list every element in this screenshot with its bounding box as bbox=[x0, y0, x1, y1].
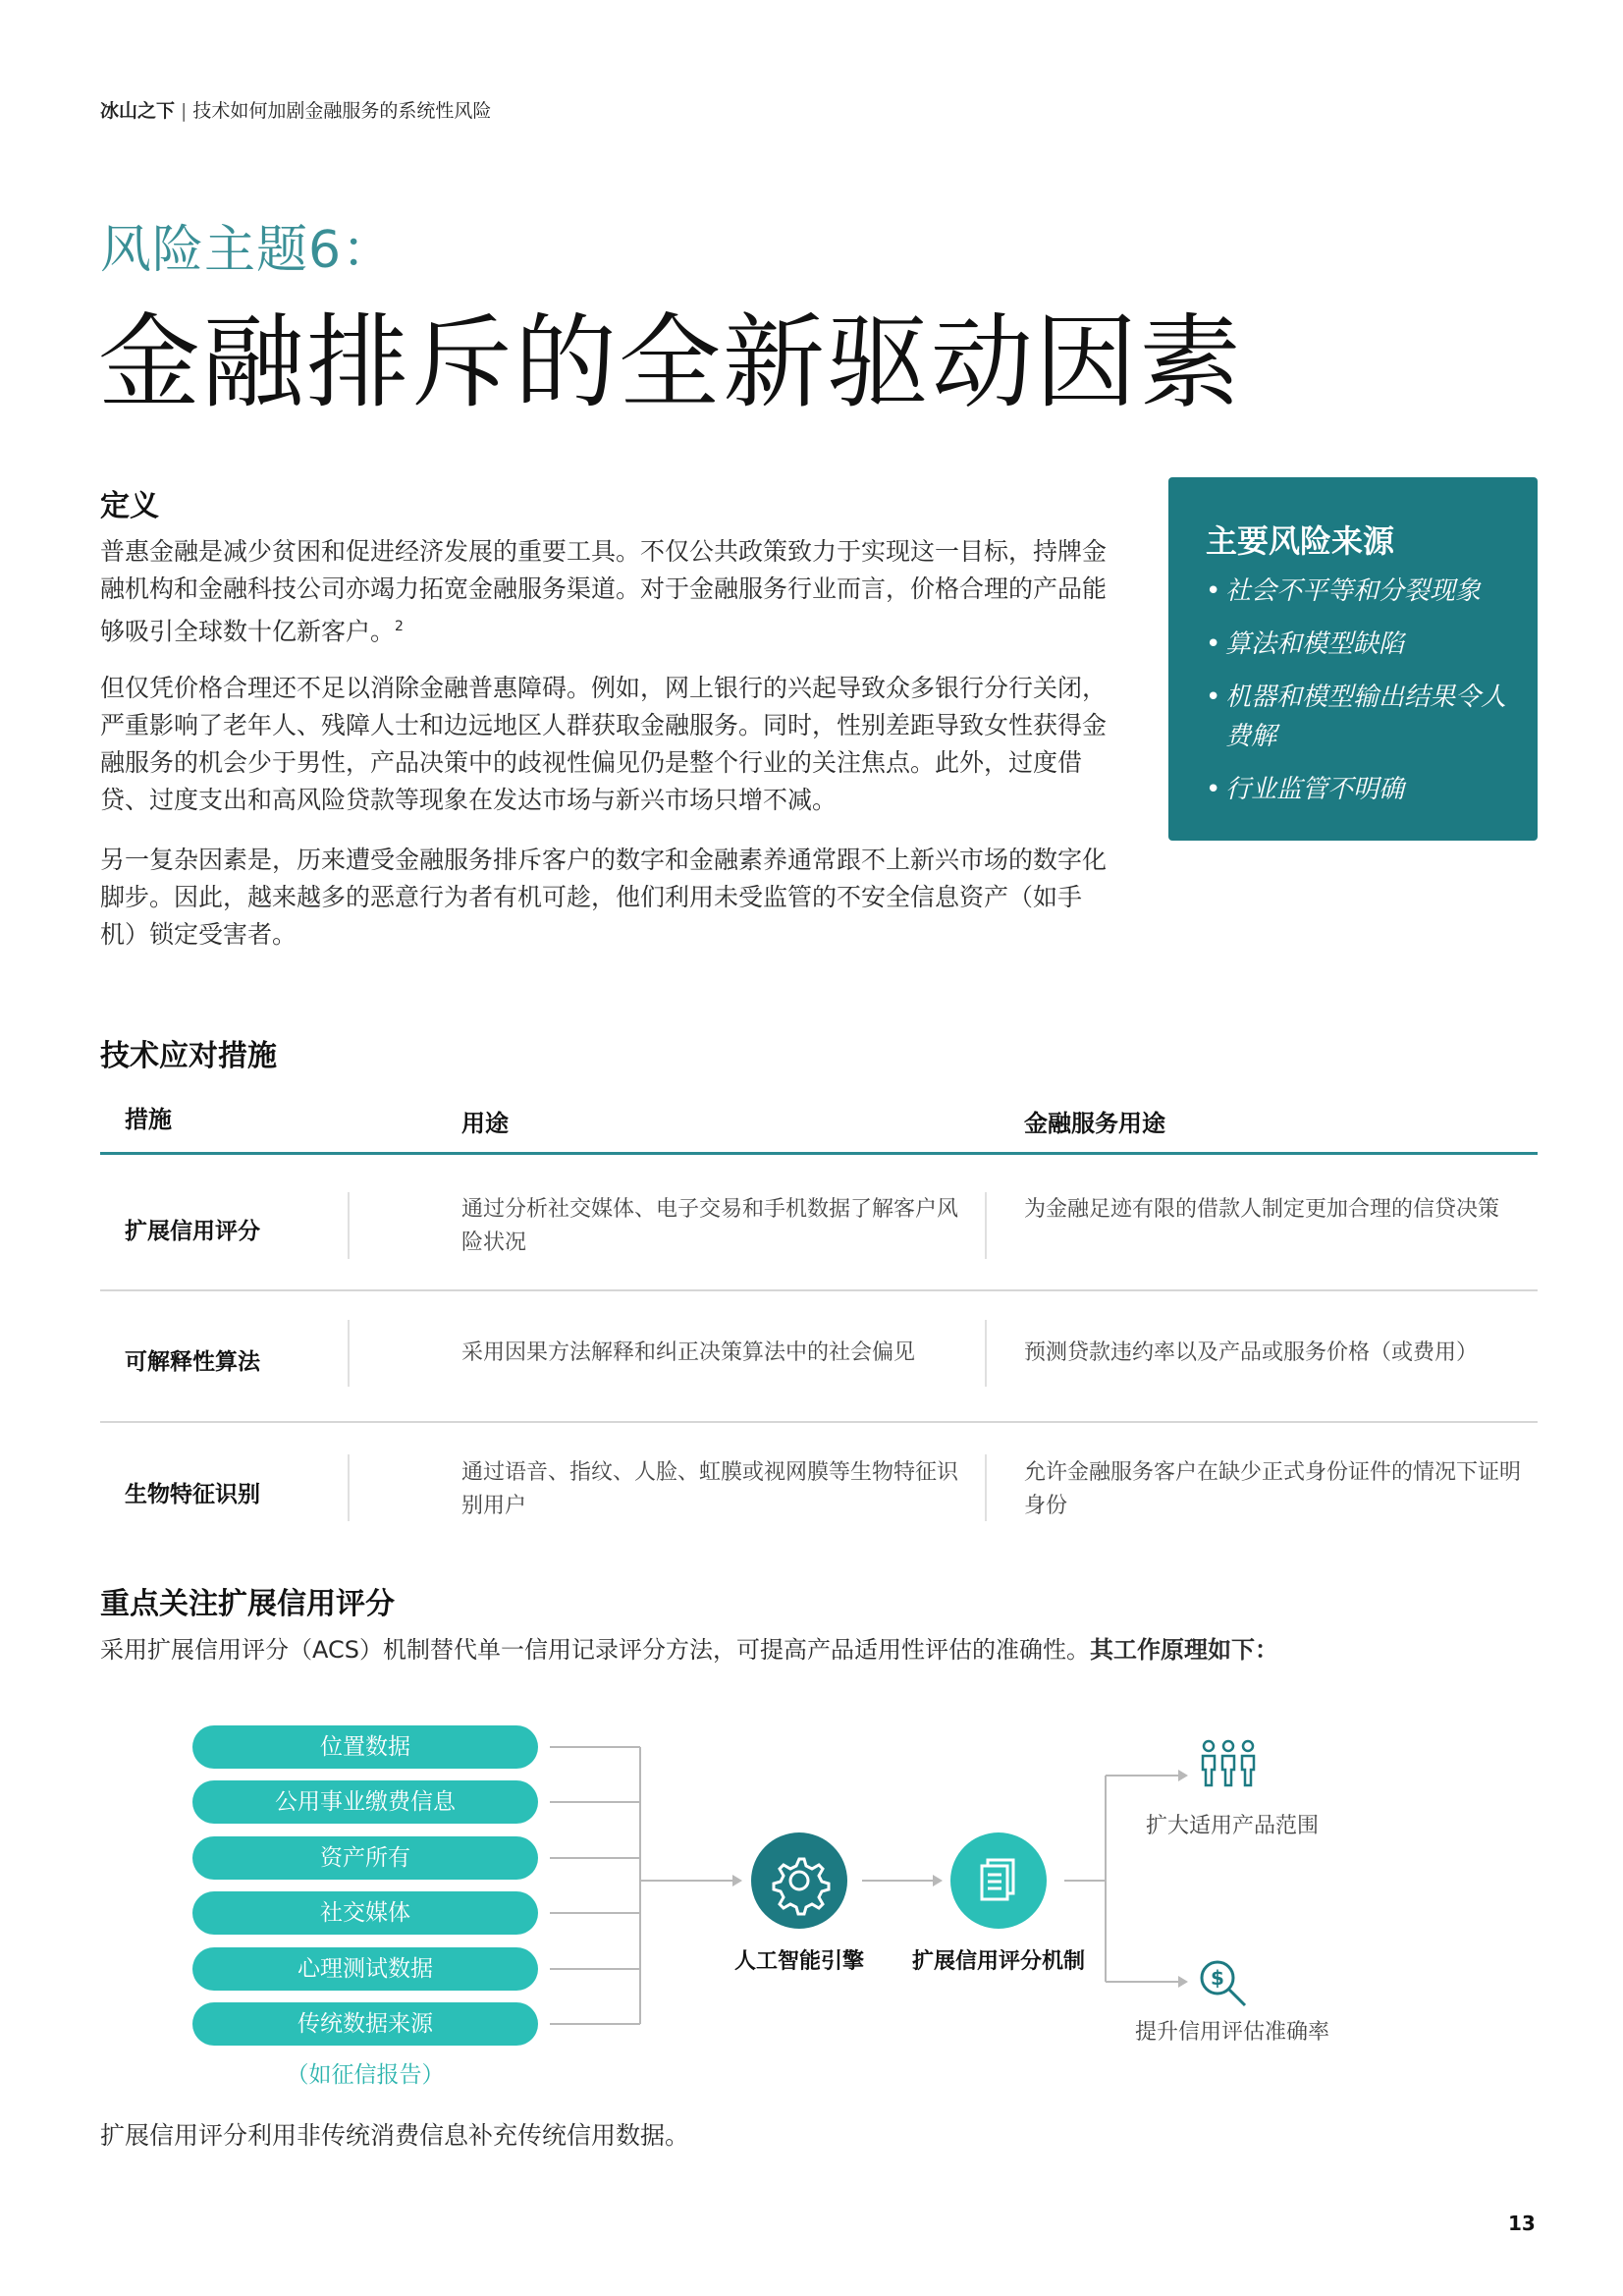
table-row-measure: 可解释性算法 bbox=[125, 1349, 260, 1375]
acs-heading: 重点关注扩展信用评分 bbox=[100, 1587, 395, 1621]
table-row-fs-use: 预测贷款违约率以及产品或服务价格（或费用） bbox=[1024, 1340, 1479, 1365]
input-pill: 传统数据来源 bbox=[192, 2002, 538, 2046]
input-pill: 位置数据 bbox=[192, 1725, 538, 1769]
table-row-measure: 扩展信用评分 bbox=[125, 1219, 260, 1244]
footnote-ref: 2 bbox=[395, 619, 404, 634]
acs-footer: 扩展信用评分利用非传统消费信息补充传统信用数据。 bbox=[100, 2121, 690, 2150]
table-row-use: 采用因果方法解释和纠正决策算法中的社会偏见 bbox=[461, 1340, 916, 1365]
risk-item: • 社会不平等和分裂现象 bbox=[1206, 572, 1520, 611]
definition-p1-text: 普惠金融是减少贫困和促进经济发展的重要工具。不仅公共政策致力于实现这一目标，持牌金融机构和金融科技公司亦竭力拓宽金融服务渠道。对于金融服务行业而言，价格合理的产品能够吸引全球数十亿新客户。 bbox=[100, 537, 1108, 646]
breadcrumb-separator: | bbox=[181, 100, 188, 122]
section-kicker: 风险主题6： bbox=[100, 221, 395, 280]
documents-icon bbox=[950, 1832, 1047, 1929]
definition-paragraph-2: 但仅凭价格合理还不足以消除金融普惠障碍。例如，网上银行的兴起导致众多银行分行关闭，严重影响了老年人、残障人士和边远地区人群获取金融服务。同时，性别差距导致女性获得金融服务的机会少于男性，产品决策中的歧视性偏见仍是整个行业的关注焦点。此外，过度借贷、过度支出和高风险贷款等现象在发达市场与新兴市场只增不减。 bbox=[100, 674, 1108, 814]
column-header-measure: 措施 bbox=[125, 1106, 172, 1133]
table-row-measure: 生物特征识别 bbox=[125, 1482, 260, 1507]
page-number: 13 bbox=[1508, 2212, 1536, 2235]
table-row-fs-use: 为金融足迹有限的借款人制定更加合理的信贷决策 bbox=[1024, 1197, 1500, 1222]
risk-item: • 算法和模型缺陷 bbox=[1206, 625, 1520, 664]
input-note: （如征信报告） bbox=[286, 2062, 445, 2088]
risk-item: • 行业监管不明确 bbox=[1206, 770, 1520, 809]
output-label: 扩大适用产品范围 bbox=[1145, 1814, 1319, 1838]
input-pill: 社交媒体 bbox=[192, 1891, 538, 1935]
risk-box-title: 主要风险来源 bbox=[1206, 522, 1395, 560]
ai-engine-node bbox=[751, 1832, 847, 1929]
people-icon bbox=[1198, 1736, 1259, 1795]
risk-item: • 机器和模型输出结果令人费解 bbox=[1206, 678, 1520, 756]
definition-heading: 定义 bbox=[100, 489, 159, 523]
column-header-fs-use: 金融服务用途 bbox=[1024, 1110, 1165, 1137]
acs-mechanism-label: 扩展信用评分机制 bbox=[911, 1949, 1085, 1974]
column-header-use: 用途 bbox=[461, 1110, 509, 1137]
input-pill: 心理测试数据 bbox=[192, 1947, 538, 1991]
output-label: 提升信用评估准确率 bbox=[1134, 2020, 1329, 2045]
page-title: 金融排斥的全新驱动因素 bbox=[98, 302, 1244, 422]
dollar-search-icon bbox=[1192, 1952, 1257, 2017]
breadcrumb-subtitle: 技术如何加剧金融服务的系统性风险 bbox=[192, 100, 492, 122]
input-pill: 公用事业缴费信息 bbox=[192, 1780, 538, 1824]
acs-intro-text: 采用扩展信用评分（ACS）机制替代单一信用记录评分方法，可提高产品适用性评估的准确性。 bbox=[100, 1636, 1090, 1664]
definition-paragraph-3: 另一复杂因素是，历来遭受金融服务排斥客户的数字和金融素养通常跟不上新兴市场的数字化脚步。因此，越来越多的恶意行为者有机可趁，他们利用未受监管的不安全信息资产（如手机）锁定受害者。 bbox=[100, 846, 1108, 949]
input-pill: 资产所有 bbox=[192, 1836, 538, 1880]
ai-engine-label: 人工智能引擎 bbox=[733, 1949, 864, 1974]
table-row-fs-use: 允许金融服务客户在缺少正式身份证件的情况下证明身份 bbox=[1024, 1460, 1522, 1518]
gear-icon bbox=[751, 1832, 847, 1929]
table-row-use: 通过语音、指纹、人脸、虹膜或视网膜等生物特征识别用户 bbox=[461, 1460, 959, 1518]
acs-mechanism-node bbox=[950, 1832, 1047, 1929]
measures-heading: 技术应对措施 bbox=[100, 1039, 277, 1073]
acs-intro-bold: 其工作原理如下： bbox=[1090, 1636, 1278, 1664]
svg-text:$: $ bbox=[1211, 1966, 1224, 1990]
table-row-use: 通过分析社交媒体、电子交易和手机数据了解客户风险状况 bbox=[461, 1197, 959, 1255]
breadcrumb-brand: 冰山之下 bbox=[100, 100, 176, 122]
